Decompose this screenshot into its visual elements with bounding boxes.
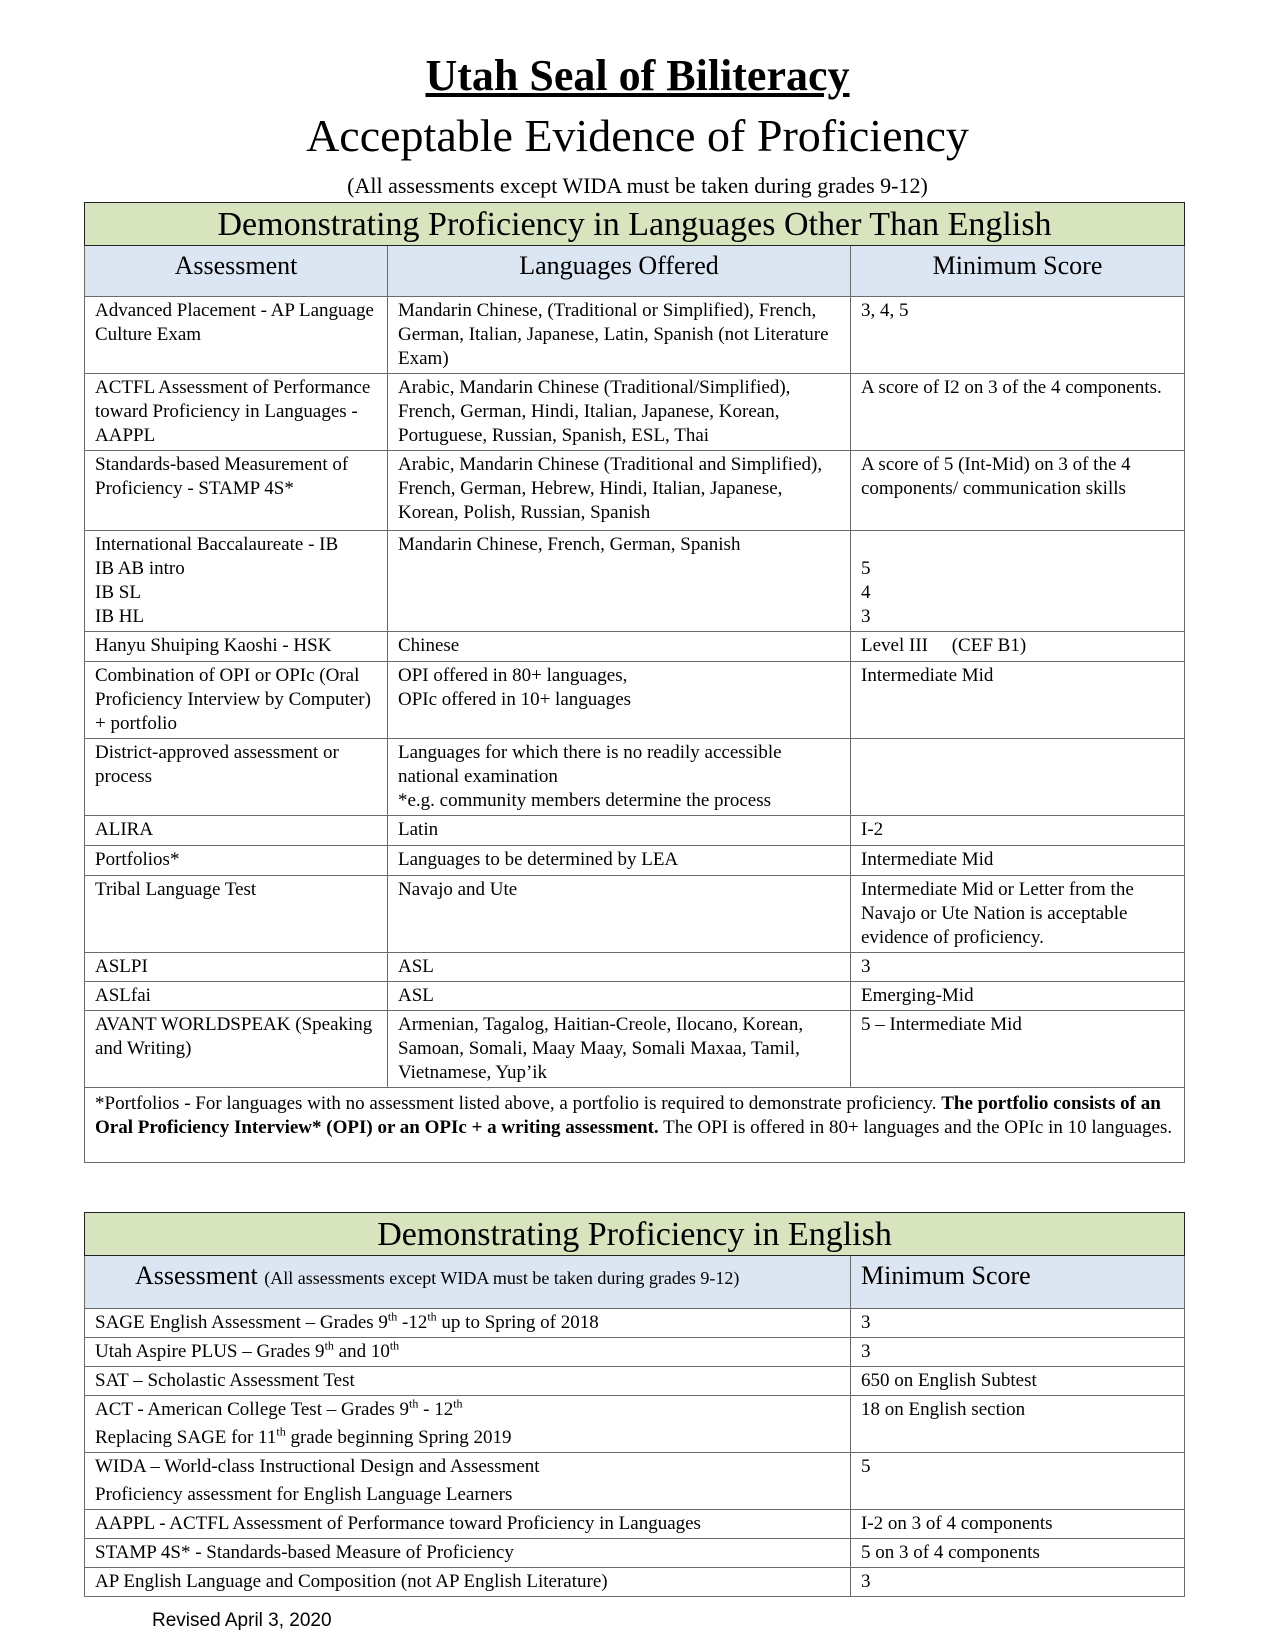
table-row <box>85 1568 1185 1597</box>
assessment-line: IB AB intro <box>95 558 185 579</box>
assessment-cell: AVANT WORLDSPEAK (Speaking and Writing) <box>85 1011 388 1088</box>
col-header-min-score: Minimum Score <box>851 246 1185 297</box>
revised-date: Revised April 3, 2020 <box>152 1610 332 1631</box>
superscript: th <box>409 1396 419 1411</box>
text: and 10 <box>333 1341 390 1362</box>
score-cell: Intermediate Mid <box>851 846 1185 876</box>
score-line <box>861 533 1174 557</box>
table-row <box>85 953 1185 982</box>
table-row <box>85 297 1185 374</box>
assessment-line <box>95 1398 840 1422</box>
languages-cell <box>388 739 851 816</box>
superscript: th <box>389 1338 400 1353</box>
score-cell: 650 on English Subtest <box>851 1367 1185 1396</box>
text: ACT - American College Test – Grades 9 <box>95 1399 410 1420</box>
col-header-min-score: Minimum Score <box>851 1256 1185 1309</box>
assessment-cell <box>85 531 388 632</box>
assessment-cell: AP English Language and Composition (not AP English Literature) <box>85 1568 851 1597</box>
score-cell: Level III (CEF B1) <box>851 632 1185 662</box>
table-row <box>85 1539 1185 1568</box>
text: SAGE English Assessment – Grades 9 <box>95 1312 388 1333</box>
table-row <box>85 1367 1185 1396</box>
table-row <box>85 632 1185 662</box>
assessment-line: IB HL <box>95 606 145 627</box>
score-cell: 18 on English section <box>851 1396 1185 1453</box>
languages-cell: Mandarin Chinese, French, German, Spanish <box>388 531 851 632</box>
assessment-line: IB SL <box>95 582 141 603</box>
footnote-bold-text: The portfolio consists of an Oral Proficiency Interview* (OPI) or an OPIc + a writing assessment. <box>95 1093 1161 1138</box>
text: - 12 <box>418 1399 454 1420</box>
assessment-cell: STAMP 4S* - Standards-based Measure of Proficiency <box>85 1539 851 1568</box>
superscript: th <box>324 1338 334 1353</box>
table-row <box>85 531 1185 632</box>
text: grade beginning Spring 2019 <box>285 1427 512 1448</box>
text: Utah Aspire PLUS – Grades 9 <box>95 1341 325 1362</box>
table-row <box>85 374 1185 451</box>
table-row <box>85 1453 1185 1510</box>
assessment-cell: Advanced Placement - AP Language Culture Exam <box>85 297 388 374</box>
assessment-cell <box>85 1309 851 1338</box>
assessment-line <box>95 1426 840 1450</box>
grades-note: (All assessments except WIDA must be taken during grades 9-12) <box>347 173 928 198</box>
assessment-cell: ASLfai <box>85 982 388 1011</box>
table-row <box>85 982 1185 1011</box>
text: up to Spring of 2018 <box>436 1312 599 1333</box>
score-cell: Intermediate Mid or Letter from the Navajo or Ute Nation is acceptable evidence of proficiency. <box>851 876 1185 953</box>
table-row <box>85 846 1185 876</box>
text: -12 <box>397 1312 428 1333</box>
table-row <box>85 1510 1185 1539</box>
assessment-cell: ACTFL Assessment of Performance toward Proficiency in Languages - AAPPL <box>85 374 388 451</box>
table-row <box>85 451 1185 531</box>
languages-cell <box>388 662 851 739</box>
superscript: th <box>387 1309 398 1324</box>
score-cell: 5 – Intermediate Mid <box>851 1011 1185 1088</box>
score-cell: 5 on 3 of 4 components <box>851 1539 1185 1568</box>
score-line: 3 <box>861 606 871 627</box>
assessment-cell: Portfolios* <box>85 846 388 876</box>
assessment-cell <box>85 1396 851 1453</box>
assessment-line: WIDA – World-class Instructional Design and Assessment <box>95 1456 540 1477</box>
score-cell: 3, 4, 5 <box>851 297 1185 374</box>
col-header-languages: Languages Offered <box>388 246 851 297</box>
english-table <box>84 1212 1185 1597</box>
table-row <box>85 876 1185 953</box>
assessment-line: International Baccalaureate - IB <box>95 534 339 555</box>
languages-cell: Navajo and Ute <box>388 876 851 953</box>
languages-cell: Chinese <box>388 632 851 662</box>
score-cell: 3 <box>851 1338 1185 1367</box>
text: Replacing SAGE for 11 <box>95 1427 277 1448</box>
languages-cell: ASL <box>388 982 851 1011</box>
table-row <box>85 1011 1185 1088</box>
languages-cell: Arabic, Mandarin Chinese (Traditional and Simplified), French, German, Hebrew, Hindi, Italian, Japanese, Korean, Polish, Russian, Spanish <box>388 451 851 531</box>
assessment-cell <box>85 1338 851 1367</box>
table-row <box>85 662 1185 739</box>
document-subtitle: Acceptable Evidence of Proficiency <box>306 110 969 161</box>
score-cell: Intermediate Mid <box>851 662 1185 739</box>
languages-line: OPIc offered in 10+ languages <box>398 689 632 710</box>
score-cell: 3 <box>851 1568 1185 1597</box>
score-line: 4 <box>861 582 871 603</box>
languages-cell: Latin <box>388 816 851 846</box>
assessment-cell: Tribal Language Test <box>85 876 388 953</box>
languages-cell: Armenian, Tagalog, Haitian-Creole, Ilocano, Korean, Samoan, Somali, Maay Maay, Somali Maxaa, Tamil, Vietnamese, Yup’ik <box>388 1011 851 1088</box>
languages-line: Languages for which there is no readily accessible national examination <box>398 742 782 787</box>
assessment-cell: ASLPI <box>85 953 388 982</box>
assessment-cell: SAT – Scholastic Assessment Test <box>85 1367 851 1396</box>
lote-section-title: Demonstrating Proficiency in Languages Other Than English <box>85 203 1185 246</box>
superscript: th <box>276 1424 286 1439</box>
score-cell: I-2 <box>851 816 1185 846</box>
languages-cell: ASL <box>388 953 851 982</box>
table-row <box>85 1309 1185 1338</box>
english-section-title: Demonstrating Proficiency in English <box>85 1213 1185 1256</box>
score-line: 5 <box>861 558 871 579</box>
assessment-cell: ALIRA <box>85 816 388 846</box>
footnote-text: *Portfolios - For languages with no assessment listed above, a portfolio is required to demonstrate proficiency. <box>95 1093 942 1114</box>
score-cell <box>851 739 1185 816</box>
score-cell: 3 <box>851 953 1185 982</box>
col-header-label: Assessment <box>135 1261 258 1290</box>
assessment-cell <box>85 1453 851 1510</box>
languages-cell: Mandarin Chinese, (Traditional or Simplified), French, German, Italian, Japanese, Latin, Spanish (not Literature Exam) <box>388 297 851 374</box>
col-header-note: (All assessments except WIDA must be taken during grades 9-12) <box>264 1268 740 1288</box>
superscript: th <box>427 1309 437 1324</box>
portfolio-footnote <box>85 1088 1185 1163</box>
col-header-assessment <box>85 1256 851 1309</box>
score-cell: Emerging-Mid <box>851 982 1185 1011</box>
lote-table <box>84 202 1185 1163</box>
table-row <box>85 739 1185 816</box>
languages-line: OPI offered in 80+ languages, <box>398 665 628 686</box>
score-cell: A score of 5 (Int-Mid) on 3 of the 4 components/ communication skills <box>851 451 1185 531</box>
table-row <box>85 1338 1185 1367</box>
assessment-cell: Standards-based Measurement of Proficiency - STAMP 4S* <box>85 451 388 531</box>
col-header-assessment: Assessment <box>85 246 388 297</box>
languages-cell: Languages to be determined by LEA <box>388 846 851 876</box>
assessment-cell: Combination of OPI or OPIc (Oral Proficiency Interview by Computer) + portfolio <box>85 662 388 739</box>
score-cell: 3 <box>851 1309 1185 1338</box>
languages-line: *e.g. community members determine the process <box>398 790 772 811</box>
footnote-text: The OPI is offered in 80+ languages and the OPIc in 10 languages. <box>658 1117 1173 1138</box>
languages-cell: Arabic, Mandarin Chinese (Traditional/Simplified), French, German, Hindi, Italian, Japanese, Korean, Portuguese, Russian, Spanish, ESL, Thai <box>388 374 851 451</box>
assessment-line: Proficiency assessment for English Language Learners <box>95 1484 513 1505</box>
score-cell: I-2 on 3 of 4 components <box>851 1510 1185 1539</box>
table-row <box>85 1396 1185 1453</box>
document-title: Utah Seal of Biliteracy <box>425 51 850 100</box>
score-cell <box>851 531 1185 632</box>
table-row <box>85 816 1185 846</box>
assessment-cell: District-approved assessment or process <box>85 739 388 816</box>
score-cell: A score of I2 on 3 of the 4 components. <box>851 374 1185 451</box>
assessment-cell: AAPPL - ACTFL Assessment of Performance toward Proficiency in Languages <box>85 1510 851 1539</box>
assessment-cell: Hanyu Shuiping Kaoshi - HSK <box>85 632 388 662</box>
score-cell: 5 <box>851 1453 1185 1510</box>
superscript: th <box>453 1396 463 1411</box>
